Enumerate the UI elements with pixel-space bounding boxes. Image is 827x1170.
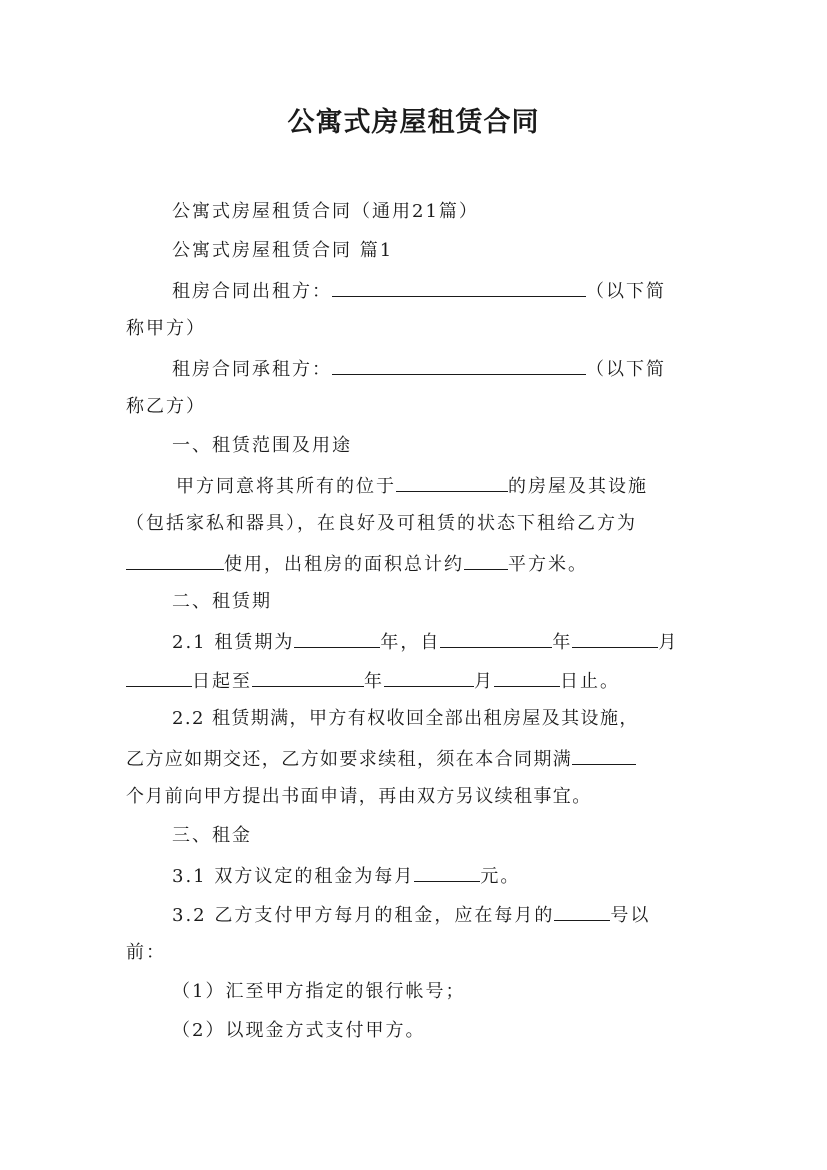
clause-3-2-line1 [126,894,706,933]
clause-2-1-line2 [126,660,706,699]
notice-months-blank [572,738,636,765]
section1-line3 [126,543,706,582]
end-year-blank [252,660,364,687]
section1-l3-b: 平方米。 [508,554,588,575]
lessee-continuation: 称乙方） [126,396,206,417]
lessor-suffix: （以下简 [586,281,666,302]
clause-3-1 [126,855,706,894]
payment-option-1: （1）汇至甲方指定的银行帐号； [172,981,466,1002]
lessee-name-blank [332,348,586,375]
clause-2-1-f: 年 [364,671,384,692]
lessor-name-blank [332,270,586,297]
usage-blank [126,543,224,570]
clause-2-1-a: 2.1 租赁期为 [172,632,295,653]
lessee-suffix: （以下简 [586,359,666,380]
clause-2-1-c: 年 [552,632,573,653]
end-month-blank [384,660,474,687]
area-blank [464,543,508,570]
clause-2-1-e: 日起至 [192,671,252,692]
section1-l3-a: 使用，出租房的面积总计约 [224,554,464,575]
document-title: 公寓式房屋租赁合同 [287,107,540,138]
section2-heading: 二、租赁期 [172,591,272,612]
part-heading: 公寓式房屋租赁合同 篇1 [172,240,394,261]
section1-l1-b: 的房屋及其设施 [508,476,648,497]
clause-3-2-continuation: 前： [126,942,166,963]
clause-2-2-line1: 2.2 租赁期满，甲方有权收回全部出租房屋及其设施， [172,708,639,729]
payment-day-blank [554,894,610,921]
section1-l1-a: 甲方同意将其所有的位于 [176,476,396,497]
clause-3-2-a: 3.2 乙方支付甲方每月的租金，应在每月的 [172,905,555,926]
start-day-blank [126,660,192,687]
clause-2-1-b: 年，自 [380,632,441,653]
clause-2-2-line3: 个月前向甲方提出书面申请，再由双方另议续租事宜。 [126,786,592,807]
lessee-label: 租房合同承租方： [172,359,332,380]
lessee-line [126,348,706,387]
clause-3-2-b: 号以 [610,905,651,926]
monthly-rent-blank [414,855,480,882]
clause-2-1-g: 月 [474,671,494,692]
start-month-blank [572,621,658,648]
clause-3-1-a: 3.1 双方议定的租金为每月 [172,866,415,887]
clause-2-2-line2 [126,738,706,777]
payment-option-2: （2）以现金方式支付甲方。 [172,1020,426,1041]
lessor-continuation: 称甲方） [126,318,206,339]
property-location-blank [396,465,508,492]
document-body [126,192,706,1050]
start-year-blank [440,621,552,648]
section1-heading: 一、租赁范围及用途 [172,435,352,456]
lease-years-blank [294,621,380,648]
clause-2-1-d: 月 [658,632,679,653]
lessor-line [126,270,706,309]
clause-2-1-h: 日止。 [560,671,620,692]
section1-line1 [126,465,706,504]
end-day-blank [494,660,560,687]
section1-line2: （包括家私和器具），在良好及可租赁的状态下租给乙方为 [126,513,637,534]
lessor-label: 租房合同出租方： [172,281,332,302]
clause-3-1-b: 元。 [480,866,521,887]
clause-2-2-l2-a: 乙方应如期交还，乙方如要求续租，须在本合同期满 [126,749,573,770]
document-subtitle: 公寓式房屋租赁合同（通用21篇） [172,201,479,222]
clause-2-1-line1 [126,621,706,660]
section3-heading: 三、租金 [172,825,252,846]
